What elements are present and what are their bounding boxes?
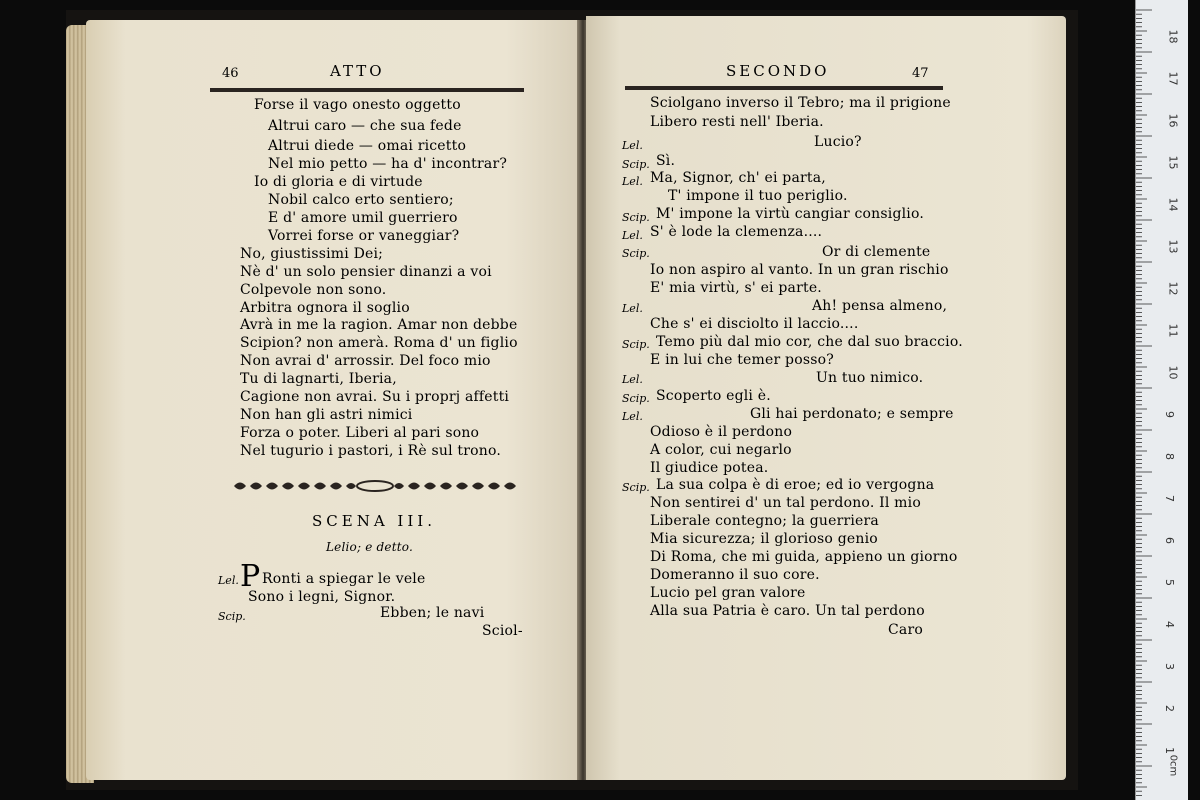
dialogue-line: T' impone il tuo periglio.: [668, 188, 848, 204]
ruler-number: 14: [1166, 197, 1180, 212]
dialogue-line: M' impone la virtù cangiar consiglio.: [656, 206, 925, 222]
dialogue-line: Temo più dal mio cor, che dal suo braccio.: [656, 334, 963, 350]
verse-line: Non avrai d' arrossir. Del foco mio: [240, 353, 491, 369]
verse-line: Nobil calco erto sentiero;: [268, 192, 454, 208]
speaker-label: Scip.: [622, 392, 650, 405]
dialogue-line: E' mia virtù, s' ei parte.: [650, 280, 822, 296]
ruler-number: 4: [1163, 621, 1176, 628]
drop-cap: P: [240, 559, 261, 594]
ruler-number: 11: [1166, 323, 1180, 338]
dialogue-line: Ma, Signor, ch' ei parta,: [650, 170, 826, 186]
dialogue-line: Ah! pensa almeno,: [812, 298, 948, 314]
verse-line: Scipion? non amerà. Roma d' un figlio: [240, 335, 518, 351]
verse-line: Nè d' un solo pensier dinanzi a voi: [240, 264, 492, 280]
catchword: Caro: [888, 622, 923, 638]
ruler-number: 15: [1166, 155, 1180, 170]
verse-line: Nel tugurio i pastori, i Rè sul trono.: [240, 443, 502, 459]
dialogue-line: Alla sua Patria è caro. Un tal perdono: [650, 603, 925, 619]
verse-line: E d' amore umil guerriero: [268, 210, 458, 226]
measuring-ruler: [1135, 0, 1188, 800]
dialogue-line: Lucio?: [814, 134, 862, 150]
verse-line: Vorrei forse or vaneggiar?: [268, 228, 460, 244]
speaker-label: Scip.: [622, 338, 650, 351]
dialogue-line: Gli hai perdonato; e sempre: [750, 406, 954, 422]
ruler-number: 16: [1166, 113, 1180, 128]
dialogue-line: Un tuo nimico.: [816, 370, 924, 386]
ruler-ticks: [1136, 0, 1188, 800]
verse-line: Forse il vago onesto oggetto: [254, 97, 461, 113]
dialogue-line: E in lui che temer posso?: [650, 352, 834, 368]
dialogue-line: Odioso è il perdono: [650, 424, 793, 440]
verse-line: Io di gloria e di virtude: [254, 174, 423, 190]
left-running-header: ATTO: [330, 62, 385, 80]
verse-line: Altrui diede — omai ricetto: [268, 138, 467, 154]
dialogue-line: Che s' ei disciolto il laccio....: [650, 316, 859, 332]
verse-line: No, giustissimi Dei;: [240, 246, 384, 262]
verse-line: Cagione non avrai. Su i proprj affetti: [240, 389, 510, 405]
speaker-label: Scip.: [622, 211, 650, 224]
ruler-number: 5: [1163, 579, 1176, 586]
dialogue-line: Domeranno il suo core.: [650, 567, 820, 583]
ruler-number: 3: [1163, 663, 1176, 670]
catchword: Sciol-: [482, 623, 523, 639]
speaker-label: Scip.: [622, 158, 650, 171]
speaker-label: Lel.: [622, 410, 643, 423]
speaker-label: Lel.: [622, 229, 643, 242]
ruler-number: 9: [1163, 411, 1176, 418]
ruler-unit-label: 0cm: [1167, 754, 1179, 777]
speaker-label: Scip.: [622, 247, 650, 260]
ruler-number: 6: [1163, 537, 1176, 544]
dialogue-line: Io non aspiro al vanto. In un gran rischio: [650, 262, 949, 278]
speaker-label: Scip.: [218, 610, 246, 623]
ruler-number: 1: [1163, 747, 1176, 754]
dialogue-line: Ronti a spiegar le vele: [262, 571, 426, 587]
dialogue-line: La sua colpa è di eroe; ed io vergogna: [656, 477, 935, 493]
ruler-number: 12: [1166, 281, 1180, 296]
dialogue-line: A color, cui negarlo: [650, 442, 792, 458]
dialogue-line: Scoperto egli è.: [656, 388, 771, 404]
verse-line: Avrà in me la ragion. Amar non debbe: [240, 317, 518, 333]
ruler-number: 2: [1163, 705, 1176, 712]
verse-line: Colpevole non sono.: [240, 282, 387, 298]
right-running-header: SECONDO: [726, 62, 830, 80]
verse-line: Arbitra ognora il soglio: [240, 300, 410, 316]
dialogue-line: Di Roma, che mi guida, appieno un giorno: [650, 549, 958, 565]
speaker-label: Lel.: [218, 574, 239, 587]
speaker-label: Lel.: [622, 302, 643, 315]
verse-line: Forza o poter. Liberi al pari sono: [240, 425, 480, 441]
dialogue-line: Or di clemente: [822, 244, 931, 260]
dialogue-line: Sciolgano inverso il Tebro; ma il prigione: [650, 95, 951, 111]
ruler-number: 17: [1166, 71, 1180, 86]
ruler-number: 13: [1166, 239, 1180, 254]
left-header-rule: [210, 88, 524, 92]
dialogue-line: Ebben; le navi: [380, 605, 485, 621]
dialogue-line: Non sentirei d' un tal perdono. Il mio: [650, 495, 921, 511]
dialogue-line: Sì.: [656, 153, 676, 169]
verse-line: Non han gli astri nimici: [240, 407, 413, 423]
dialogue-line: S' è lode la clemenza....: [650, 224, 823, 240]
dialogue-line: Libero resti nell' Iberia.: [650, 114, 824, 130]
ruler-number: 7: [1163, 495, 1176, 502]
scene-subtitle: Lelio; e detto.: [326, 540, 413, 554]
left-page-number: 46: [222, 66, 239, 81]
speaker-label: Lel.: [622, 373, 643, 386]
dialogue-line: Il giudice potea.: [650, 460, 769, 476]
speaker-label: Scip.: [622, 481, 650, 494]
scene-title: SCENA III.: [312, 512, 436, 530]
speaker-label: Lel.: [622, 175, 643, 188]
dialogue-line: Liberale contegno; la guerriera: [650, 513, 879, 529]
ruler-number: 10: [1166, 365, 1180, 380]
ruler-number: 18: [1166, 29, 1180, 44]
right-page-number: 47: [912, 66, 929, 81]
verse-line: Altrui caro — che sua fede: [268, 118, 462, 134]
verse-line: Nel mio petto — ha d' incontrar?: [268, 156, 508, 172]
dialogue-line: Lucio pel gran valore: [650, 585, 806, 601]
ruler-number: 8: [1163, 453, 1176, 460]
right-header-rule: [625, 86, 943, 90]
speaker-label: Lel.: [622, 139, 643, 152]
dialogue-line: Sono i legni, Signor.: [248, 589, 396, 605]
dialogue-line: Mia sicurezza; il glorioso genio: [650, 531, 878, 547]
verse-line: Tu di lagnarti, Iberia,: [240, 371, 397, 387]
